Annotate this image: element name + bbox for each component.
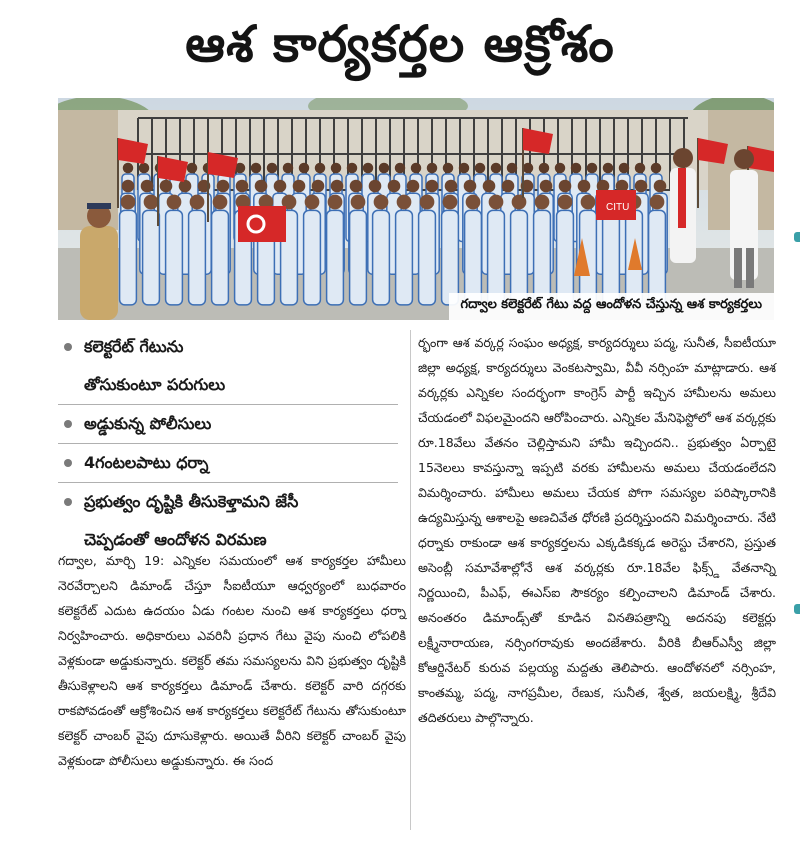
body-paragraph: ర్భంగా ఆశ వర్కర్ల సంఘం అధ్యక్ష, కార్యదర్శులు పద్మ, సునీత, సీఐటీయూ జిల్లా అధ్యక్ష, కార్యదర్శులు వెంకటస్వామి, వీవీ నర్సింహ మాట్లాడారు. ఆశ వర్కర్లకు ఎన్నికల సందర్భంగా కాంగ్రెస్ పార్టీ ఇచ్చిన హామీలను అమలు చేయడంలో విఫలమైందని ఆరోపించారు. ఎన్నికల మేనిఫెస్టోలో ఆశ వర్కర్లకు రూ.18వేలు వేతనం చెల్లిస్తామని హామీ ఇచ్చిందని.. ప్రభుత్వం ఏర్పాటై 15నెలలు కావస్తున్నా ఇప్పటి వరకు హామీలను అమలు చేయడంలేదని విమర్శించారు. హామీలు అమలు చేయక పోగా సమస్యల పరిష్కారానికి ఉద్యమిస్తున్న ఆశాలపై అణచివేత ధోరణి ప్రదర్శిస్తుందని విమర్శించారు. నేటి ధర్నాకు రాకుండా ఆశ కార్యకర్తలను ఎక్కడికక్కడ అరెస్టు చేశారని, ప్రస్తుత అసెంబ్లీ సమావేశాల్లోనే ఆశ వర్కర్లకు రూ.18వేల ఫిక్స్డ్ వేతనాన్ని నిర్ణయించి, పీఎఫ్, ఈఎస్ఐ సౌకర్యం కల్పించాలని డిమాండ్ చేశారు. అనంతరం డిమాండ్స్‌తో కూడిన వినతిపత్రాన్ని అదనపు కలెక్టర్లు లక్ష్మీనారాయణ, నర్సింగరావుకు అందజేశారు. వీరికి బీఆర్ఎస్వీ జిల్లా కోఆర్డినేటర్ కురువ పల్లయ్య మద్దతు తెలిపారు. ఆందోళనలో నర్సింహ, కాంతమ్మ, పద్మ, నాగప్రమీల, రేణుక, సునీత, శ్వేత, జయలక్ష్మి, శ్రీదేవి తదితరులు పాల్గొన్నారు.	[418, 335, 776, 725]
highlight-line: చెప్పడంతో ఆందోళన విరమణ	[84, 530, 267, 549]
citu-label: CITU	[606, 202, 630, 213]
bullet-icon	[64, 420, 72, 428]
highlight-item	[58, 405, 398, 444]
highlight-line: ప్రభుత్వం దృష్టికి తీసుకెళ్తామని జేసీ	[84, 492, 299, 511]
photo-caption: గద్వాల కలెక్టరేట్ గేటు వద్ద ఆందోళన చేస్తున్న ఆశ కార్యకర్తలు	[449, 293, 774, 320]
bullet-icon	[64, 343, 72, 351]
highlights-list	[58, 328, 398, 559]
bullet-icon	[64, 459, 72, 467]
highlight-line: 4గంటలపాటు ధర్నా	[84, 453, 209, 472]
highlight-line: తోసుకుంటూ పరుగులు	[84, 375, 226, 394]
protest-scene-illustration	[58, 98, 774, 320]
highlight-item	[58, 328, 398, 405]
highlight-item	[58, 444, 398, 483]
highlight-line: అడ్డుకున్న పోలీసులు	[84, 414, 212, 433]
article-body-left	[58, 548, 406, 773]
page-edge-marker	[794, 604, 800, 614]
highlight-line: కలెక్టరేట్ గేటును	[84, 337, 184, 356]
bullet-icon	[64, 498, 72, 506]
body-paragraph: గద్వాల, మార్చి 19: ఎన్నికల సమయంలో ఆశ కార్యకర్తల హామీలు నెరవేర్చాలని డిమాండ్ చేస్తూ సీఐటీయూ ఆధ్వర్యంలో బుధవారం కలెక్టరేట్ ఎదుట ఉదయం ఏడు గంటల నుంచి ఆశ కార్యకర్తలు ధర్నా నిర్వహించారు. అధికారులు ఎవరినీ ప్రధాన గేటు వైపు నుంచి లోపలికి వెళ్లకుండా అడ్డుకున్నారు. కలెక్టర్ తమ సమస్యలను విని ప్రభుత్వం దృష్టికి తీసుకెళ్లాలని ఆశ కార్యకర్తలు డిమాండ్ చేశారు. కలెక్టర్ వారి దగ్గరకు రాకపోవడంతో ఆక్రోశించిన ఆశ కార్యకర్తలు కలెక్టరేట్ గేటును తోసుకుంటూ కలెక్టర్ చాంబర్ వైపు దూసుకెళ్లారు. అయితే వీరిని కలెక్టర్ చాంబర్ వైపు వెళ్లకుండా పోలీసులు అడ్డుకున్నారు. ఈ సంద	[58, 553, 406, 768]
protest-photo	[58, 98, 774, 320]
headline: ఆశ కార్యకర్తల ఆక్రోశం	[185, 14, 615, 73]
column-divider	[410, 330, 411, 830]
article-body-right	[418, 330, 776, 730]
page-edge-marker	[794, 232, 800, 242]
